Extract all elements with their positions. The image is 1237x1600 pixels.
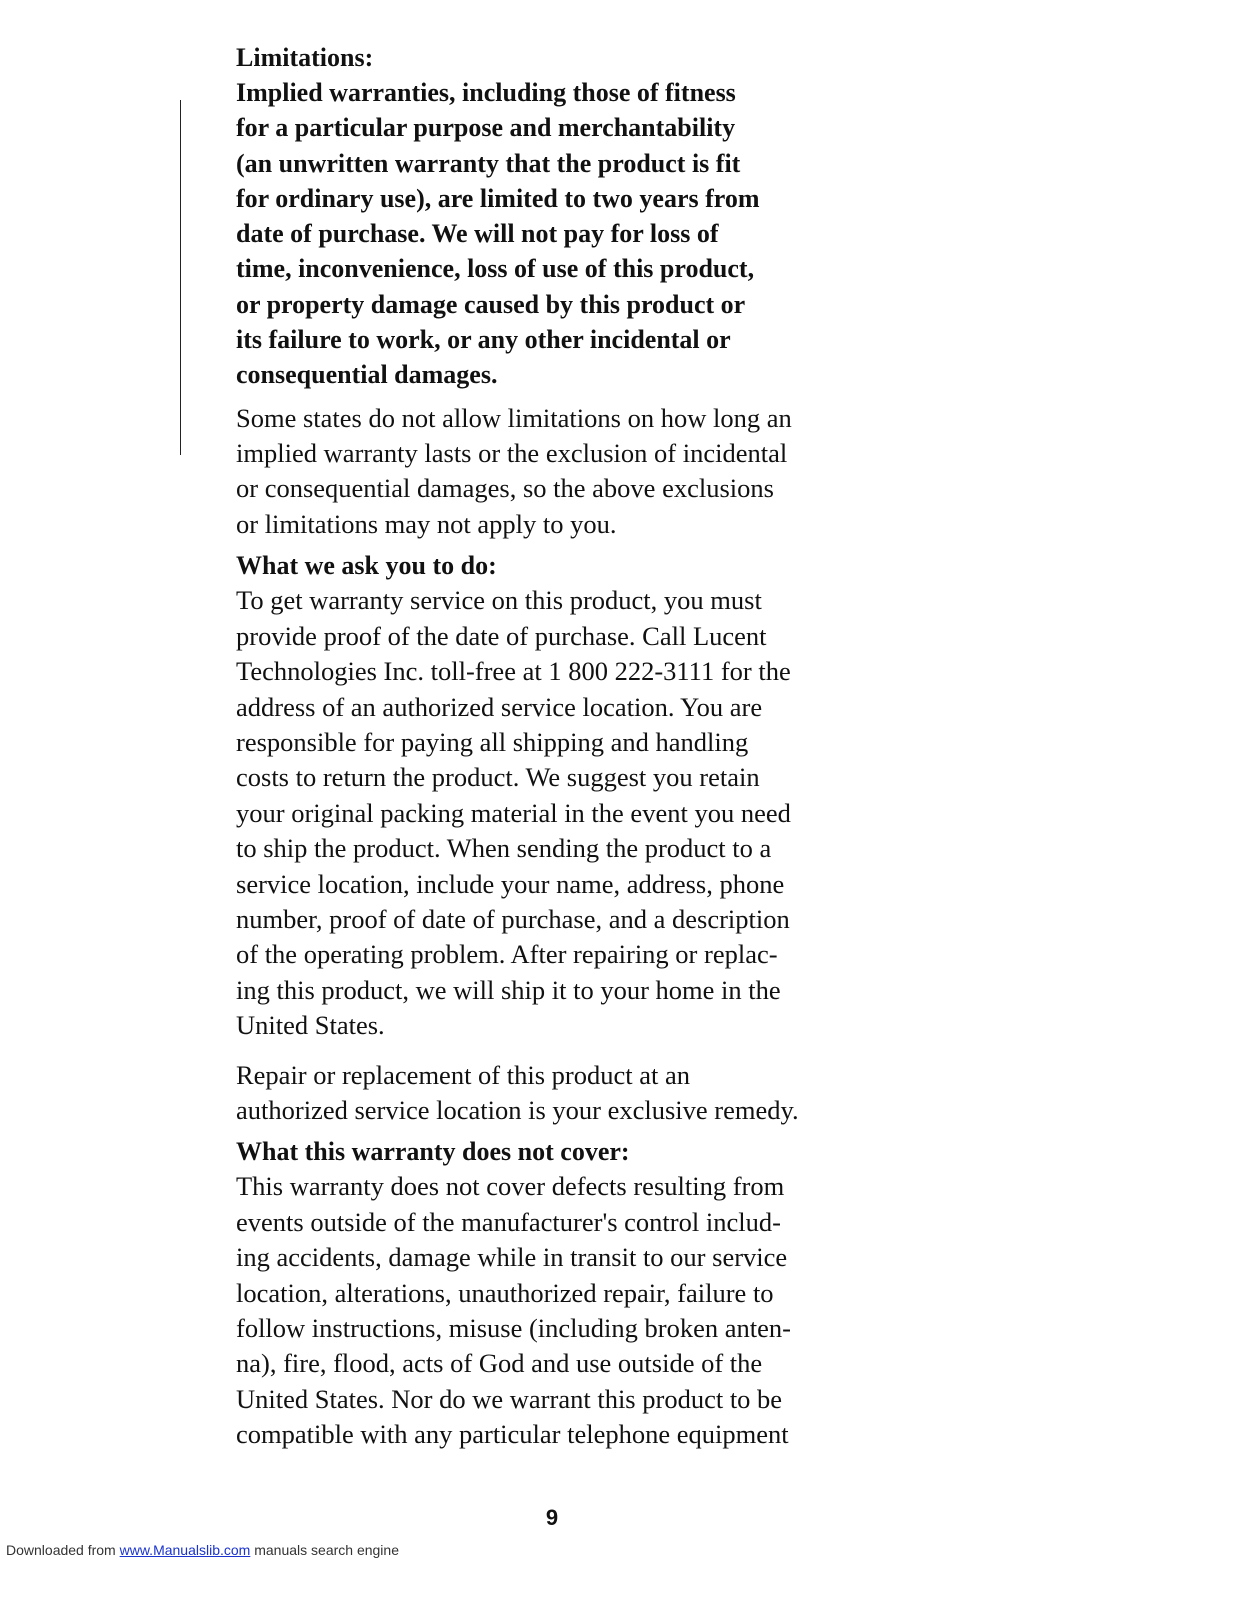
text-line: to ship the product. When sending the product to a [236,833,772,864]
text-line: consequential damages. [236,360,498,390]
text-line: or property damage caused by this product or [236,289,746,319]
limitations-paragraph [236,75,876,393]
text-line: na), fire, flood, acts of God and use outside of the [236,1348,763,1379]
not-cover-paragraph [236,1169,876,1452]
text-line: ing accidents, damage while in transit to our service [236,1242,788,1273]
warranty-service-paragraph [236,583,876,1043]
not-cover-section [236,1134,876,1452]
text-line: authorized service location is your exclusive remedy. [236,1094,799,1125]
change-bar [180,100,181,455]
footer-suffix: manuals search engine [250,1542,399,1558]
text-line: United States. [236,1010,385,1041]
text-line: compatible with any particular telephone equipment [236,1419,789,1450]
text-line: its failure to work, or any other incidental or [236,325,731,355]
text-line: service location, include your name, address, phone [236,868,785,899]
text-line: This warranty does not cover defects resulting from [236,1171,785,1202]
text-line: time, inconvenience, loss of use of this product, [236,254,755,284]
text-line: ing this product, we will ship it to your home in the [236,974,781,1005]
document-page [236,40,876,1453]
what-we-ask-heading: What we ask you to do: [236,551,497,581]
limitations-heading: Limitations: [236,43,374,72]
text-line: Implied warranties, including those of fitness [236,78,736,107]
text-line: for a particular purpose and merchantability [236,113,736,143]
footer-prefix: Downloaded from [6,1542,120,1558]
text-line: implied warranty lasts or the exclusion of incidental [236,438,788,469]
exclusive-remedy-paragraph [236,1058,876,1129]
text-line: Technologies Inc. toll-free at 1 800 222-3111 for the [236,656,791,687]
state-limitations-note [236,401,876,543]
what-we-ask-section [236,548,876,1128]
text-line: location, alterations, unauthorized repair, failure to [236,1277,774,1308]
manualslib-link[interactable]: www.Manualslib.com [119,1542,251,1558]
not-cover-heading: What this warranty does not cover: [236,1137,630,1167]
text-line: of the operating problem. After repairing or replac- [236,939,778,970]
text-line: costs to return the product. We suggest you retain [236,762,760,793]
text-line: follow instructions, misuse (including broken anten- [236,1313,791,1344]
text-line: (an unwritten warranty that the product is fit [236,148,741,178]
text-line: Some states do not allow limitations on how long an [236,402,792,433]
text-line: or limitations may not apply to you. [236,508,617,539]
text-line: for ordinary use), are limited to two years from [236,183,760,213]
text-line: number, proof of date of purchase, and a description [236,903,790,934]
download-footer [6,1542,399,1558]
text-line: provide proof of the date of purchase. Call Lucent [236,620,767,651]
text-line: your original packing material in the event you need [236,797,791,828]
text-line: or consequential damages, so the above exclusions [236,473,774,504]
text-line: To get warranty service on this product, you must [236,585,762,616]
text-line: Repair or replacement of this product at an [236,1059,691,1090]
text-line: United States. Nor do we warrant this product to be [236,1383,783,1414]
text-line: responsible for paying all shipping and handling [236,726,749,757]
text-line: address of an authorized service location. You are [236,691,763,722]
page-number: 9 [545,1505,559,1530]
text-line: date of purchase. We will not pay for loss of [236,219,719,249]
limitations-section [236,40,876,542]
text-line: events outside of the manufacturer's control includ- [236,1206,781,1237]
